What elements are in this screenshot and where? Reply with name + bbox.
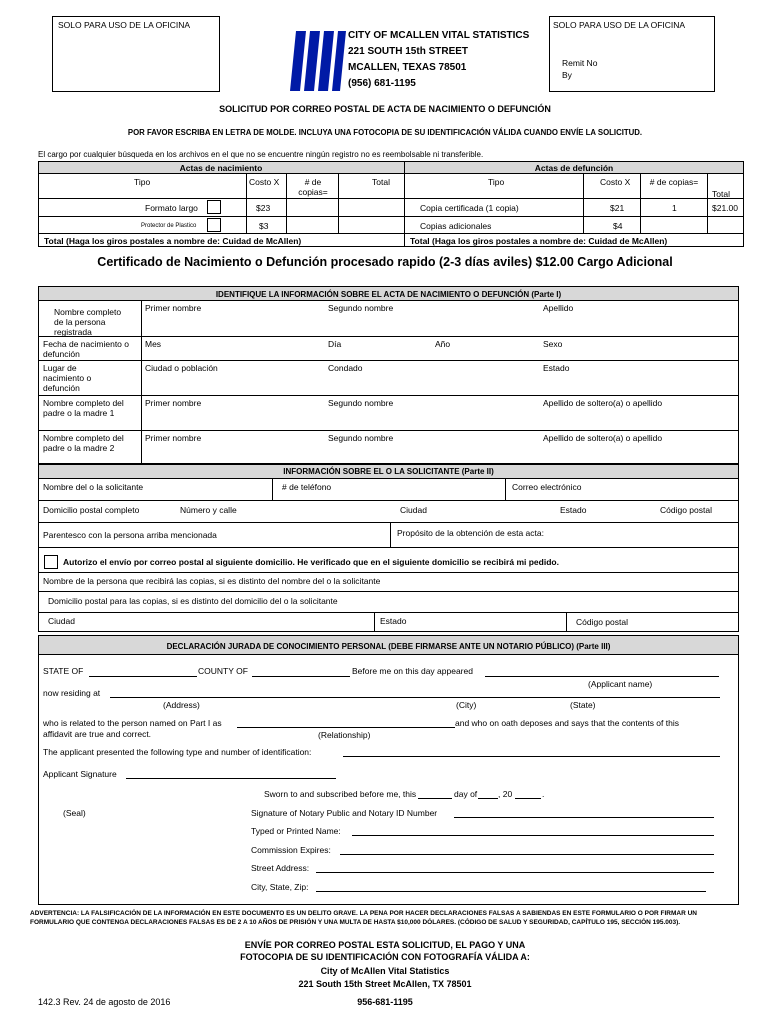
warning-text: ADVERTENCIA: LA FALSIFICACIÓN DE LA INFORMACIÓN EN ESTE DOCUMENTO ES UN DELITO GRAVE. LA PENA POR HACER DECLARACIONES FALSAS A SABIENDAS EN ESTE FORMULARIO O POR FIRMAR UN FORMULARIO QUE CONTENGA DECLARACIONES FALSAS ES DE 2 A 10 AÑOS DE PRISIÓN Y UNA MULTA DE HASTA $10,000 DÓLARES. (CÓDIGO DE SALUD Y SEGURIDAD, CAPÍTULO 195, SECCIÓN 195.003). (30, 910, 697, 926)
part1-r5-label: Nombre completo del padre o la madre 2 (43, 433, 124, 453)
state-label: Estado (560, 505, 587, 515)
part1-r1-middle: Segundo nombre (328, 303, 394, 313)
expedite-notice: Certificado de Nacimiento o Defunción procesado rapido (2-3 días aviles) $12.00 Cargo Adicional (97, 255, 673, 269)
part1-r4-first: Primer nombre (145, 398, 202, 408)
form-title: SOLICITUD POR CORREO POSTAL DE ACTA DE NACIMIENTO O DEFUNCIÓN (219, 104, 551, 114)
county-of-label: COUNTY OF (198, 666, 248, 676)
part1-r3-state: Estado (543, 363, 570, 373)
street-label: Número y calle (180, 505, 237, 515)
purpose-label: Propósito de la obtención de esta acta: (397, 528, 544, 538)
city-label: Ciudad (400, 505, 427, 515)
part1-r4-middle: Segundo nombre (328, 398, 394, 408)
zip-label: Código postal (660, 505, 712, 515)
applicant-signature-label: Applicant Signature (43, 769, 117, 779)
death-row1-cost: $21 (610, 203, 625, 213)
agency-line-2: 221 SOUTH 15th STREET (348, 46, 469, 57)
shipping-city-label: Ciudad (48, 616, 75, 626)
office-use-label-right: SOLO PARA USO DE LA OFICINA (553, 20, 686, 30)
birth-row1-cost: $23 (256, 203, 271, 213)
shipping-state-label: Estado (380, 616, 407, 626)
agency-line-1: CITY OF MCALLEN VITAL STATISTICS (348, 30, 530, 41)
street-address-label: Street Address: (251, 863, 310, 873)
part1-r3-county: Condado (328, 363, 363, 373)
death-row1-qty[interactable]: 1 (672, 203, 677, 213)
birth-row2-label: Protector de Plastico (141, 223, 197, 229)
affidavit-text: affidavit are true and correct. (43, 729, 152, 739)
birth-row1-label: Formato largo (145, 203, 198, 213)
part1-r1-label: Nombre completo de la persona registrada (54, 307, 122, 337)
part1-r5-first: Primer nombre (145, 433, 202, 443)
agency-line-4: (956) 681-1195 (348, 78, 416, 89)
death-col-copias: # de copias= (649, 177, 699, 187)
before-me-label: Before me on this day appeared (352, 666, 473, 676)
birth-col-copias: # de copias= (298, 177, 328, 197)
mail-to-line-4: 221 South 15th Street McAllen, TX 78501 (298, 979, 472, 989)
mail-to-line-1: ENVÍE POR CORREO POSTAL ESTA SOLICITUD, EL PAGO Y UNA (244, 940, 526, 950)
remit-no-label: Remit No (562, 58, 598, 68)
office-use-label-left: SOLO PARA USO DE LA OFICINA (58, 20, 191, 30)
part1-r5-last: Apellido de soltero(a) o apellido (543, 433, 663, 443)
part1-r3-label: Lugar de nacimiento o defunción (43, 363, 92, 393)
shipping-zip-label: Código postal (576, 617, 628, 627)
mail-to-line-2: FOTOCOPIA DE SU IDENTIFICACIÓN CON FOTOGRAFÍA VÁLIDA A: (240, 952, 530, 962)
relationship-label: Parentesco con la persona arriba mencionada (43, 530, 217, 540)
mailing-address-label: Domicilio postal completo (43, 505, 140, 515)
death-col-tipo: Tipo (488, 177, 505, 187)
birth-row2-cost: $3 (259, 221, 269, 231)
relationship-caption: (Relationship) (318, 730, 371, 740)
birth-header: Actas de nacimiento (179, 163, 263, 173)
sworn-period: . (542, 789, 545, 799)
notary-signature-label: Signature of Notary Public and Notary ID Number (251, 808, 438, 818)
recipient-label: Nombre de la persona que recibirá las copias, si es distinto del nombre del o la solicitante (43, 576, 381, 586)
applicant-name-label: Nombre del o la solicitante (43, 482, 144, 492)
state-of-label: STATE OF (43, 666, 84, 676)
birth-protector-checkbox[interactable] (207, 218, 221, 232)
death-row2-label: Copias adicionales (420, 221, 492, 231)
death-col-total: Total (712, 189, 730, 199)
part1-r2-day: Día (328, 339, 342, 349)
part1-r2-sex: Sexo (543, 339, 563, 349)
death-row1-label: Copia certificada (1 copia) (420, 203, 519, 213)
printed-name-label: Typed or Printed Name: (251, 826, 341, 836)
now-residing-label: now residing at (43, 688, 101, 698)
death-row1-total[interactable]: $21.00 (712, 203, 738, 213)
email-label: Correo electrónico (512, 482, 582, 492)
by-label: By (562, 70, 572, 80)
mail-to-line-3: City of McAllen Vital Statistics (320, 966, 450, 976)
birth-total-label: Total (Haga los giros postales a nombre de: Cuidad de McAllen) (44, 236, 302, 246)
address-caption: (Address) (163, 700, 200, 710)
death-total-label: Total (Haga los giros postales a nombre de: Cuidad de McAllen) (410, 236, 668, 246)
presented-id-label: The applicant presented the following type and number of identification: (43, 747, 312, 757)
shipping-address-label: Domicilio postal para las copias, si es distinto del domicilio del o la solicitante (48, 596, 338, 606)
death-header: Actas de defunción (534, 163, 614, 173)
part1-header: IDENTIFIQUE LA INFORMACIÓN SOBRE EL ACTA DE NACIMIENTO O DEFUNCIÓN (Parte I) (215, 290, 562, 299)
form-instruction: POR FAVOR ESCRIBA EN LETRA DE MOLDE. INCLUYA UNA FOTOCOPIA DE SU IDENTIFICACIÓN VÁLIDA CUANDO ENVÍE LA SOLICITUD. (127, 128, 643, 137)
birth-col-total: Total (372, 177, 390, 187)
agency-line-3: MCALLEN, TEXAS 78501 (348, 62, 467, 73)
authorize-mail-text: Autorizo el envío por correo postal al siguiente domicilio. He verificado que en el siguiente domicilio se recibirá mi pedido. (63, 557, 559, 567)
phone-label: # de teléfono (282, 482, 332, 492)
birth-col-tipo: Tipo (134, 177, 151, 187)
part1-r4-label: Nombre completo del padre o la madre 1 (43, 398, 124, 418)
birth-long-form-checkbox[interactable] (207, 200, 221, 214)
applicant-name-caption: (Applicant name) (588, 679, 653, 689)
part1-r4-last: Apellido de soltero(a) o apellido (543, 398, 663, 408)
part1-r2-label: Fecha de nacimiento o defunción (43, 339, 129, 359)
death-col-costo: Costo X (600, 177, 631, 187)
part1-r5-middle: Segundo nombre (328, 433, 394, 443)
mail-to-line-5: 956-681-1195 (357, 997, 413, 1007)
seal-label: (Seal) (63, 808, 86, 818)
authorize-mail-checkbox[interactable] (44, 555, 58, 569)
related-label: who is related to the person named on Part I as (43, 718, 222, 728)
city-state-zip-label: City, State, Zip: (251, 882, 309, 892)
death-row2-cost: $4 (613, 221, 623, 231)
part2-header: INFORMACIÓN SOBRE EL O LA SOLICITANTE (Parte II) (283, 467, 494, 476)
part1-r2-year: Año (435, 339, 451, 349)
part1-r2-month: Mes (145, 339, 162, 349)
year-label: , 20 (498, 789, 513, 799)
oath-text: and who on oath deposes and says that the contents of this (455, 718, 679, 728)
birth-col-costo: Costo X (249, 177, 280, 187)
sworn-label: Sworn to and subscribed before me, this (264, 789, 417, 799)
state-caption: (State) (570, 700, 596, 710)
part1-r1-first: Primer nombre (145, 303, 202, 313)
refund-note: El cargo por cualquier búsqueda en los archivos en el que no se encuentre ningún registro no es reembolsable ni transferible. (38, 150, 484, 159)
city-caption: (City) (456, 700, 477, 710)
part1-r3-city: Ciudad o población (145, 363, 218, 373)
part3-header: DECLARACIÓN JURADA DE CONOCIMIENTO PERSONAL (DEBE FIRMARSE ANTE UN NOTARIO PÚBLICO) (Parte III) (166, 642, 611, 651)
revision-label: 142.3 Rev. 24 de agosto de 2016 (38, 997, 171, 1007)
part1-r1-last: Apellido (543, 303, 574, 313)
commission-expires-label: Commission Expires: (251, 845, 331, 855)
day-of-label: day of (454, 789, 478, 799)
city-logo (282, 25, 348, 97)
